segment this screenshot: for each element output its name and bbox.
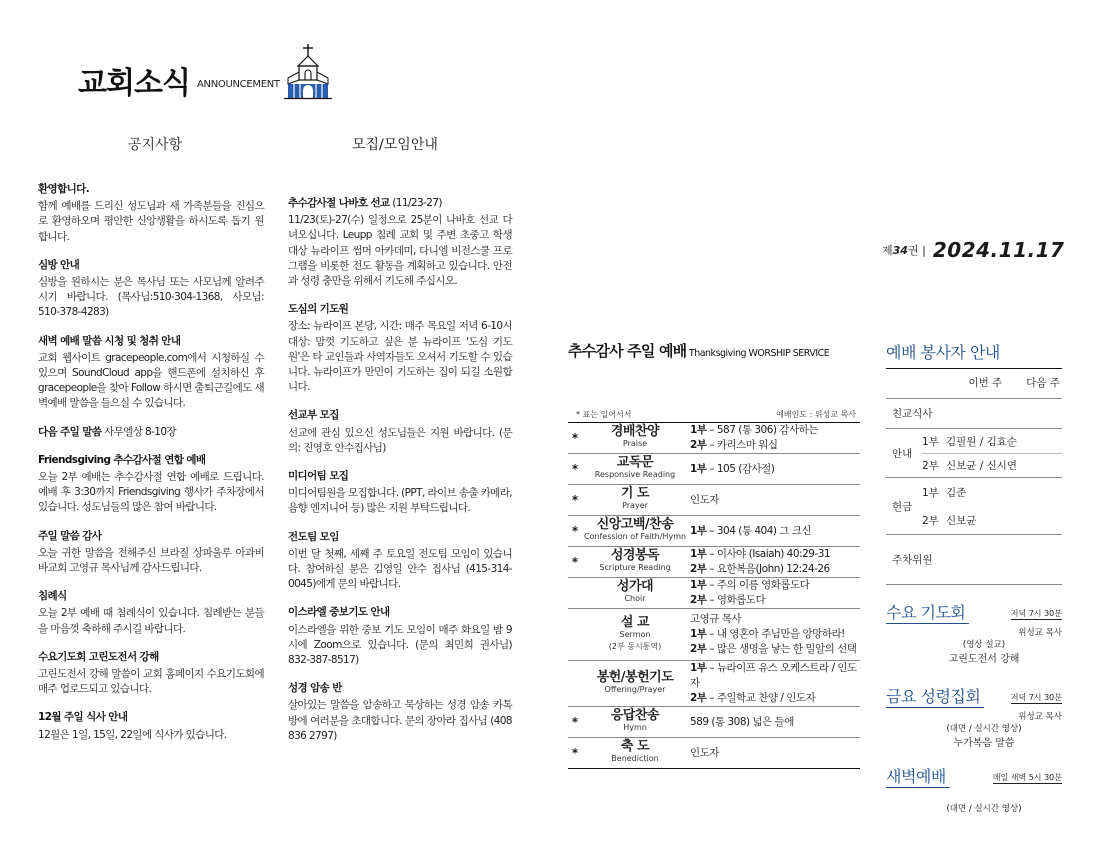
order-line xyxy=(690,691,860,706)
order-name xyxy=(582,488,688,512)
notice-body: 함께 예배를 드리신 성도님과 새 가족분들을 진심으로 환영하오며 평안한 신앙생활을 하시도록 돕기 원합니다. xyxy=(38,200,264,243)
recruit-item xyxy=(288,408,512,456)
order-line-text: – 요한복음(John) 12:24-26 xyxy=(706,563,830,575)
recruit-item xyxy=(288,469,512,517)
order-name xyxy=(582,581,688,605)
standing-mark: * xyxy=(571,746,579,760)
page-title: 교회소식 xyxy=(78,66,190,101)
order-line xyxy=(690,578,860,593)
service-number: 1부 xyxy=(690,462,707,475)
notice-item xyxy=(38,453,264,516)
order-name-ko: 기 도 xyxy=(620,486,650,501)
fellowship-row xyxy=(886,399,1062,429)
wednesday-title: 수요 기도회 xyxy=(886,600,969,624)
recruit-title: 선교부 모집 xyxy=(288,409,339,422)
recruit-body: 선교에 관심 있으신 성도님들은 지원 바랍니다. (문의: 진영호 안수집사님) xyxy=(288,426,512,454)
recruit-title: 미디어팀 모집 xyxy=(288,470,349,483)
recruit-body: 이번 달 첫째, 세째 주 토요일 전도팀 모임이 있습니다. 참여하실 분은 김영일 안수 집사님 (415-314-0045)에게 문의 바랍니다. xyxy=(288,547,512,591)
order-name xyxy=(582,614,688,653)
parking-label: 주차위원 xyxy=(892,554,933,566)
order-line-text: – 105 (감사절) xyxy=(706,462,775,475)
service-number: 1부 xyxy=(690,524,707,537)
notice-body: 교회 웹사이트 gracepeople.com에서 시청하실 수 있으며 SoundCloud app을 핸드폰에 설치하신 후 gracepeople을 찾아 Follow 하시면 출퇴근길에도 새벽예배 말씀을 들으실 수 있습니다. xyxy=(38,351,264,410)
usher-sub xyxy=(922,429,1062,477)
recruit-item xyxy=(288,681,512,744)
worship-row xyxy=(568,661,860,707)
worship-title xyxy=(568,340,860,361)
issue-volume xyxy=(882,244,926,257)
worship-rows xyxy=(568,423,860,769)
order-name-en: Prayer xyxy=(622,501,648,510)
friday-topic: 누가복음 말씀 xyxy=(953,738,1015,749)
worship-row xyxy=(568,609,860,661)
offering-row-2 xyxy=(922,506,1062,534)
order-name-en: Confession of Faith/Hymn xyxy=(583,532,687,541)
order-name xyxy=(582,550,688,574)
order-line xyxy=(690,423,860,438)
friday-time: 저녁 7시 30분 xyxy=(1010,693,1062,702)
order-name-en: Responsive Reading xyxy=(594,470,676,479)
order-line xyxy=(690,661,860,691)
service-number: 1부 xyxy=(690,579,707,591)
recruit-column xyxy=(288,196,512,757)
friday-title: 금요 성령집회 xyxy=(886,684,984,708)
recruit-item xyxy=(288,196,512,289)
service-number: 1부 xyxy=(690,548,707,560)
usher-row-2 xyxy=(922,453,1062,477)
wednesday-topic: 고린도전서 강해 xyxy=(948,654,1020,665)
order-name-ko: 신앙고백/찬송 xyxy=(596,517,674,532)
order-line-text: – 내 영혼아 주님만을 앙망하라! xyxy=(706,628,845,640)
recruit-heading: 모집/모임안내 xyxy=(352,137,438,153)
recruit-title: 도심의 기도원 xyxy=(288,303,349,316)
notice-title: 새벽 예배 말씀 시청 및 청취 안내 xyxy=(38,334,181,347)
offering-row-1 xyxy=(922,478,1062,506)
order-name xyxy=(582,710,688,734)
wednesday-note: (영상 설교) xyxy=(962,640,1006,650)
issue-line xyxy=(882,238,1064,268)
order-name-en: Sermon xyxy=(619,629,651,639)
notice-title: 수요기도회 고린도전서 강해 xyxy=(38,650,159,663)
order-line-text: 인도자 xyxy=(690,746,719,759)
order-line-text: 고영규 목사 xyxy=(690,613,742,625)
notice-item xyxy=(38,589,264,637)
recruit-title xyxy=(288,196,512,211)
order-name-en: Benediction xyxy=(611,754,659,763)
parking-row xyxy=(886,535,1062,585)
order-line-text: – 영화롭도다 xyxy=(706,594,766,606)
notice-body: 12월은 1일, 15일, 22일에 식사가 있습니다. xyxy=(38,728,227,741)
order-content xyxy=(688,578,860,608)
notices-heading: 공지사항 xyxy=(128,137,183,153)
order-line-text: – 주의 이름 영화롭도다 xyxy=(706,579,810,591)
notice-title: 침례식 xyxy=(38,590,67,603)
notice-body: 심방을 원하시는 분은 목사님 또는 사모님께 알려주시기 바랍니다. (목사님:510-304-1368, 사모님: 510-378-4283) xyxy=(38,276,264,319)
order-line xyxy=(690,612,860,627)
issue-suffix: 권 | xyxy=(907,244,926,257)
order-line xyxy=(690,746,860,761)
notice-title: Friendsgiving 추수감사절 연합 예배 xyxy=(38,453,206,466)
recruit-body: 살아있는 말씀을 암송하고 묵상하는 성경 암송 카톡방에 여러분을 초대합니다. 문의 장아라 집사님 (408 836 2797) xyxy=(288,699,512,742)
notice-title-extra: 사무엘상 8-10장 xyxy=(101,425,176,438)
usher-service-1: 1부 xyxy=(922,435,939,448)
recruit-title: 이스라엘 중보기도 안내 xyxy=(288,606,390,619)
order-name xyxy=(582,669,688,696)
wednesday-leader: 위성교 목사 xyxy=(1018,628,1062,638)
order-name-ko: 축 도 xyxy=(620,739,650,754)
notice-title xyxy=(38,425,264,440)
order-name-en: Praise xyxy=(622,439,648,448)
service-number: 1부 xyxy=(690,424,707,436)
standing-note: * 표는 일어서서 xyxy=(576,410,632,419)
volunteers-header xyxy=(886,369,1062,399)
service-number: 2부 xyxy=(690,563,707,575)
notice-body: 오늘 귀한 말씀을 전해주신 브라질 상파울루 아과비바교회 고영규 목사님께 감사드립니다. xyxy=(38,546,264,575)
this-week-label: 이번 주 xyxy=(968,377,1003,389)
page-subtitle: ANNOUNCEMENT xyxy=(197,79,280,90)
worship-row xyxy=(568,454,860,485)
notice-title: 환영합니다. xyxy=(38,183,90,195)
order-line xyxy=(690,462,860,477)
service-number: 1부 xyxy=(690,662,707,674)
order-name xyxy=(582,741,688,765)
order-line-text: – 587 (통 306) 감사하는 xyxy=(706,424,818,436)
order-line-text: 인도자 xyxy=(690,493,719,506)
offering-label: 헌금 xyxy=(892,500,913,513)
order-name-ko: 교독문 xyxy=(616,455,654,470)
order-line-text: 589 (통 308) 넓은 들에 xyxy=(690,715,794,728)
notice-title: 12월 주일 식사 안내 xyxy=(38,711,128,724)
order-content xyxy=(688,715,860,730)
standing-mark: * xyxy=(571,462,579,476)
recruit-item xyxy=(288,605,512,668)
order-name-ko: 경배찬양 xyxy=(610,424,660,439)
recruit-body: 이스라엘을 위한 중보 기도 모임이 매주 화요일 밤 9시에 Zoom으로 있습니다. (문의 최민희 권사님) 832-387-8517) xyxy=(288,623,512,667)
offering-sub xyxy=(922,478,1062,534)
worship-row xyxy=(568,547,860,578)
recruit-body: 미디어팀원을 모집합니다. (PPT, 라이브 송출 카메라, 음향 엔지니어 등) 많은 지원 부탁드립니다. xyxy=(288,487,512,515)
order-line xyxy=(690,593,860,608)
dawn-time: 매일 새벽 5시 30분 xyxy=(992,773,1062,782)
volunteers-title: 예배 봉사자 안내 xyxy=(886,343,1000,362)
notice-item xyxy=(38,334,264,412)
recruit-title-extra: (11/23-27) xyxy=(389,197,442,209)
order-line xyxy=(690,547,860,562)
recruit-body: 장소: 뉴라이프 본당, 시간: 매주 목요일 저녁 6-10시 대상: 맘껏 기도하고 싶은 분 뉴라이프 '도심 기도원'은 타 교인들과 사역자들도 오셔서 기도할 수 있습니다. 뉴라이프가 만민이 기도하는 집이 되길 소원합니다. xyxy=(288,320,512,394)
friday-note: (대면 / 실시간 영상) xyxy=(946,724,1022,734)
order-line-text: – 주일학교 찬양 / 인도자 xyxy=(706,692,816,704)
order-line-text: – 많은 생명을 낳는 한 밀알의 선택 xyxy=(706,643,857,655)
notices-column xyxy=(38,182,264,756)
standing-mark: * xyxy=(571,555,579,569)
order-line-text: – 이사야 (Isaiah) 40:29-31 xyxy=(706,548,831,560)
service-number: 2부 xyxy=(690,692,707,704)
recruit-title: 성경 암송 반 xyxy=(288,682,342,695)
next-week-label: 다음 주 xyxy=(1026,377,1060,389)
issue-date: 2024.11.17 xyxy=(932,238,1065,262)
order-line xyxy=(690,642,860,657)
volunteers-table xyxy=(886,368,1062,585)
standing-mark: * xyxy=(571,431,579,445)
order-name-ko: 성가대 xyxy=(616,579,654,594)
notice-item xyxy=(38,650,264,698)
standing-mark: * xyxy=(571,715,579,729)
dawn-note: (대면 / 실시간 영상) xyxy=(946,804,1022,814)
fellowship-label: 친교식사 xyxy=(892,408,933,420)
notice-title: 주일 말씀 감사 xyxy=(38,529,102,542)
order-content xyxy=(688,524,860,539)
recruit-item xyxy=(288,302,512,395)
worship-title-ko: 추수감사 주일 예배 xyxy=(568,342,687,360)
service-number: 2부 xyxy=(690,643,707,655)
friday-service xyxy=(886,684,1062,749)
order-name-ko: 봉헌/봉헌기도 xyxy=(596,669,674,685)
friday-leader: 위성교 목사 xyxy=(1018,712,1062,722)
order-content xyxy=(688,547,860,577)
offering-names-2: 신보균 xyxy=(946,514,977,527)
offering-service-1: 1부 xyxy=(922,486,939,499)
worship-row xyxy=(568,738,860,769)
service-number: 2부 xyxy=(690,594,707,606)
notice-body: 오늘 2부 예배는 추수감사절 연합 예배로 드립니다. 예배 후 3:30까지 Friendsgiving 행사가 주차장에서 있습니다. 성도님들의 많은 참여 바랍니다. xyxy=(38,471,264,514)
order-name xyxy=(582,426,688,450)
notice-item xyxy=(38,529,264,577)
notice-title-text: 다음 주일 말씀 xyxy=(38,425,102,438)
order-name-en: Choir xyxy=(624,594,646,603)
church-icon xyxy=(284,42,332,100)
order-line xyxy=(690,715,860,730)
order-content xyxy=(688,423,860,453)
notice-item xyxy=(38,425,264,440)
wednesday-time: 저녁 7시 30분 xyxy=(1010,609,1062,618)
offering-names-1: 김준 xyxy=(946,486,967,499)
issue-prefix: 제 xyxy=(882,244,893,257)
order-name-en: Scripture Reading xyxy=(599,563,671,572)
service-number: 1부 xyxy=(690,628,707,640)
notice-body: 고린도전서 강해 말씀이 교회 홈페이지 수요기도회에 매주 업로드되고 있습니다. xyxy=(38,668,264,696)
order-line xyxy=(690,493,860,508)
order-content xyxy=(688,746,860,761)
order-name-en: Hymn xyxy=(623,723,647,732)
order-name-en: Offering/Prayer xyxy=(604,684,666,694)
usher-names-1: 김필원 / 김효순 xyxy=(946,435,1018,448)
order-name xyxy=(582,457,688,481)
recruit-title: 전도팀 모임 xyxy=(288,530,339,543)
order-name-note: (2부 동시통역) xyxy=(608,641,662,651)
order-content xyxy=(688,493,860,508)
usher-service-2: 2부 xyxy=(922,460,939,472)
worship-row xyxy=(568,707,860,738)
notice-item xyxy=(38,182,264,245)
standing-mark: * xyxy=(571,524,579,538)
recruit-title-text: 추수감사절 나바호 선교 xyxy=(288,197,390,209)
worship-row xyxy=(568,485,860,516)
order-line-text: – 뉴라이프 유스 오케스트라 / 인도자 xyxy=(690,662,857,689)
offering-service-2: 2부 xyxy=(922,514,939,527)
notice-title: 심방 안내 xyxy=(38,258,80,271)
order-name-ko: 응답찬송 xyxy=(610,708,660,723)
order-name xyxy=(582,519,688,543)
order-name-ko: 성경봉독 xyxy=(610,548,660,563)
order-content xyxy=(688,612,860,657)
order-line-text: – 304 (통 404) 그 크신 xyxy=(706,524,812,537)
order-line xyxy=(690,627,860,642)
usher-names-2: 신보균 / 신시연 xyxy=(946,460,1018,472)
issue-number: 34 xyxy=(892,244,908,257)
usher-label: 안내 xyxy=(892,447,913,460)
order-name-ko: 설 교 xyxy=(620,614,650,630)
worship-row xyxy=(568,423,860,454)
service-number: 2부 xyxy=(690,439,707,451)
usher-row-1 xyxy=(922,429,1062,453)
dawn-service xyxy=(886,764,1062,814)
order-content xyxy=(688,661,860,706)
notice-body: 오늘 2부 예배 때 침례식이 있습니다. 침례받는 분들을 마음껏 축하해 주시길 바랍니다. xyxy=(38,607,264,635)
order-line xyxy=(690,524,860,539)
notice-item xyxy=(38,710,264,742)
order-content xyxy=(688,462,860,477)
worship-row xyxy=(568,516,860,547)
recruit-body: 11/23(토)-27(수) 일정으로 25분이 나바호 선교 다녀오십니다. Leupp 침례 교회 및 주변 초중고 학생 대상 뉴라이프 썸머 아카데미, 다니엘 비전스쿨 프로그램을 비롯한 전도 활동을 계획하고 있습니다. 안전과 성령 충만을 위해서 기도해 주십시오. xyxy=(288,214,512,288)
worship-leader: 예배인도 : 위성교 목사 xyxy=(776,410,856,419)
worship-title-en: Thanksgiving WORSHIP SERVICE xyxy=(686,348,830,359)
notice-item xyxy=(38,258,264,321)
dawn-title: 새벽예배 xyxy=(886,764,950,788)
order-line xyxy=(690,438,860,453)
order-line xyxy=(690,562,860,577)
order-line-text: – 카리스마 워십 xyxy=(706,439,778,451)
worship-meta xyxy=(568,409,860,423)
offering-row xyxy=(886,478,1062,535)
worship-order xyxy=(568,340,860,769)
usher-row xyxy=(886,429,1062,478)
wednesday-service xyxy=(886,600,1062,665)
recruit-item xyxy=(288,530,512,593)
worship-row xyxy=(568,578,860,609)
masthead xyxy=(78,42,338,102)
standing-mark: * xyxy=(571,493,579,507)
